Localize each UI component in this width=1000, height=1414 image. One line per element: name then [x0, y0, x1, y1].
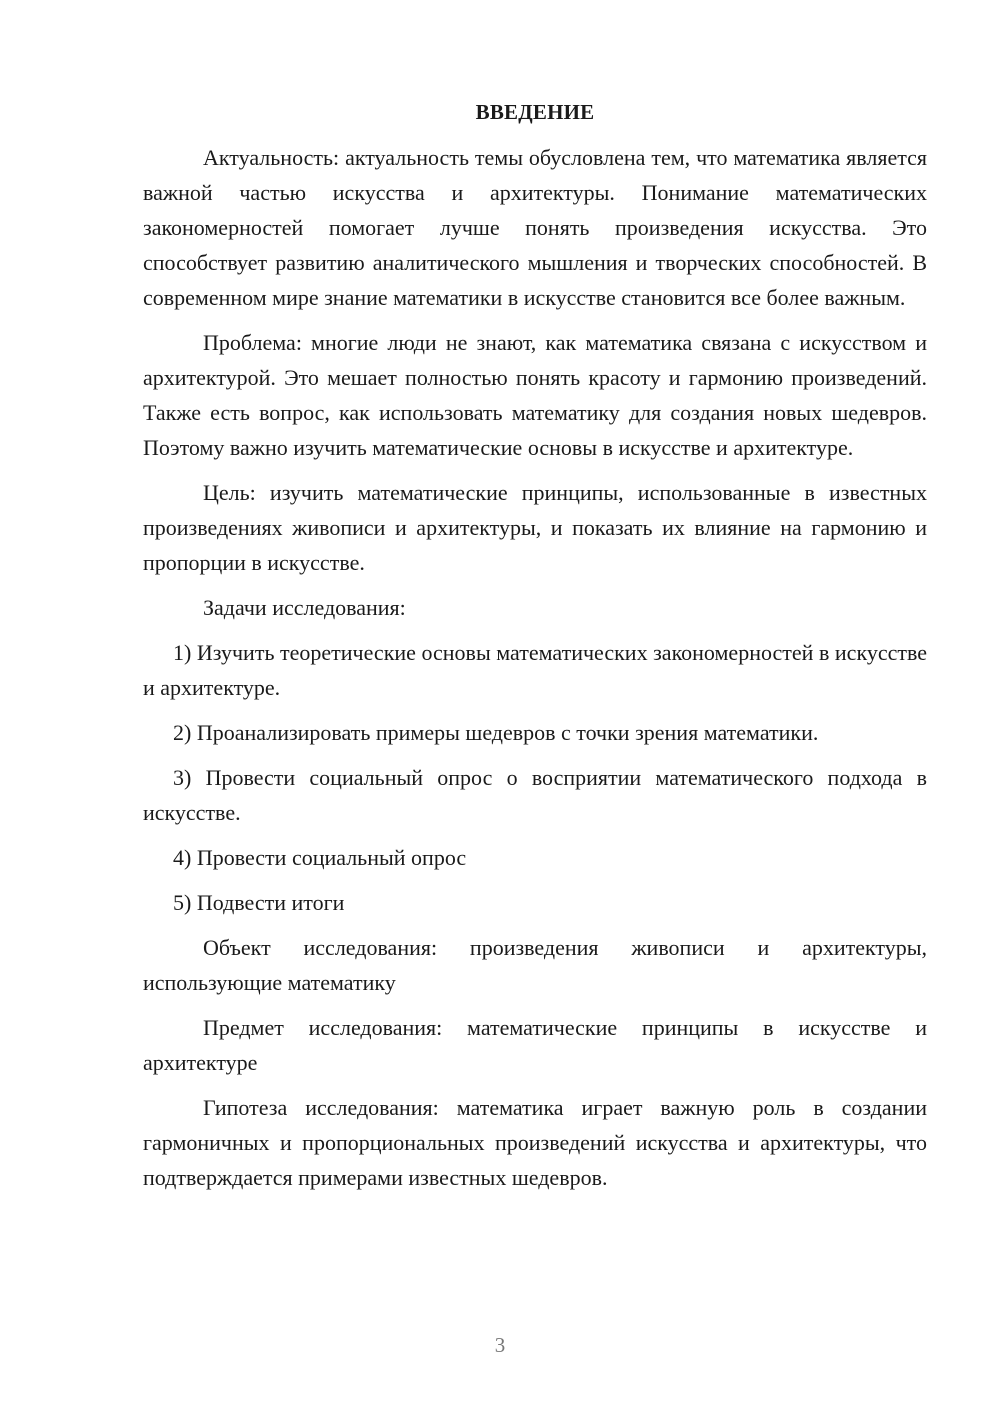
task-item: 4) Провести социальный опрос: [173, 845, 467, 870]
relevance-paragraph: Актуальность: актуальность темы обусловлена тем, что математика является важной частью искусства и архитектуры. Понимание математических закономерностей помогает лучше понять произведения искусства. Это способствует развитию аналитического мышления и творческих способностей. В современном мире знание математики в искусстве становится все более важным.: [143, 145, 927, 310]
task-item: 1) Изучить теоретические основы математических закономерностей в искусстве и архитектуре.: [143, 640, 927, 700]
task-item: 3) Провести социальный опрос о восприятии математического подхода в искусстве.: [143, 765, 927, 825]
problem-paragraph: Проблема: многие люди не знают, как математика связана с искусством и архитектурой. Это мешает полностью понять красоту и гармонию произведений. Также есть вопрос, как использовать математику для создания новых шедевров. Поэтому важно изучить математические основы в искусстве и архитектуре.: [143, 330, 927, 460]
subject-paragraph: Предмет исследования: математические принципы в искусстве и архитектуре: [143, 1015, 927, 1075]
task-item: 5) Подвести итоги: [173, 890, 345, 915]
goal-paragraph: Цель: изучить математические принципы, использованные в известных произведениях живописи и архитектуры, и показать их влияние на гармонию и пропорции в искусстве.: [143, 480, 927, 575]
page-number: 3: [494, 1333, 506, 1357]
object-paragraph: Объект исследования: произведения живописи и архитектуры, использующие математику: [143, 935, 927, 995]
document-page: [143, 95, 927, 1205]
tasks-heading: Задачи исследования:: [203, 595, 406, 620]
hypothesis-paragraph: Гипотеза исследования: математика играет важную роль в создании гармоничных и пропорциональных произведений искусства и архитектуры, что подтверждается примерами известных шедевров.: [143, 1095, 927, 1190]
task-item: 2) Проанализировать примеры шедевров с точки зрения математики.: [173, 720, 819, 745]
section-title: ВВЕДЕНИЕ: [475, 100, 595, 124]
